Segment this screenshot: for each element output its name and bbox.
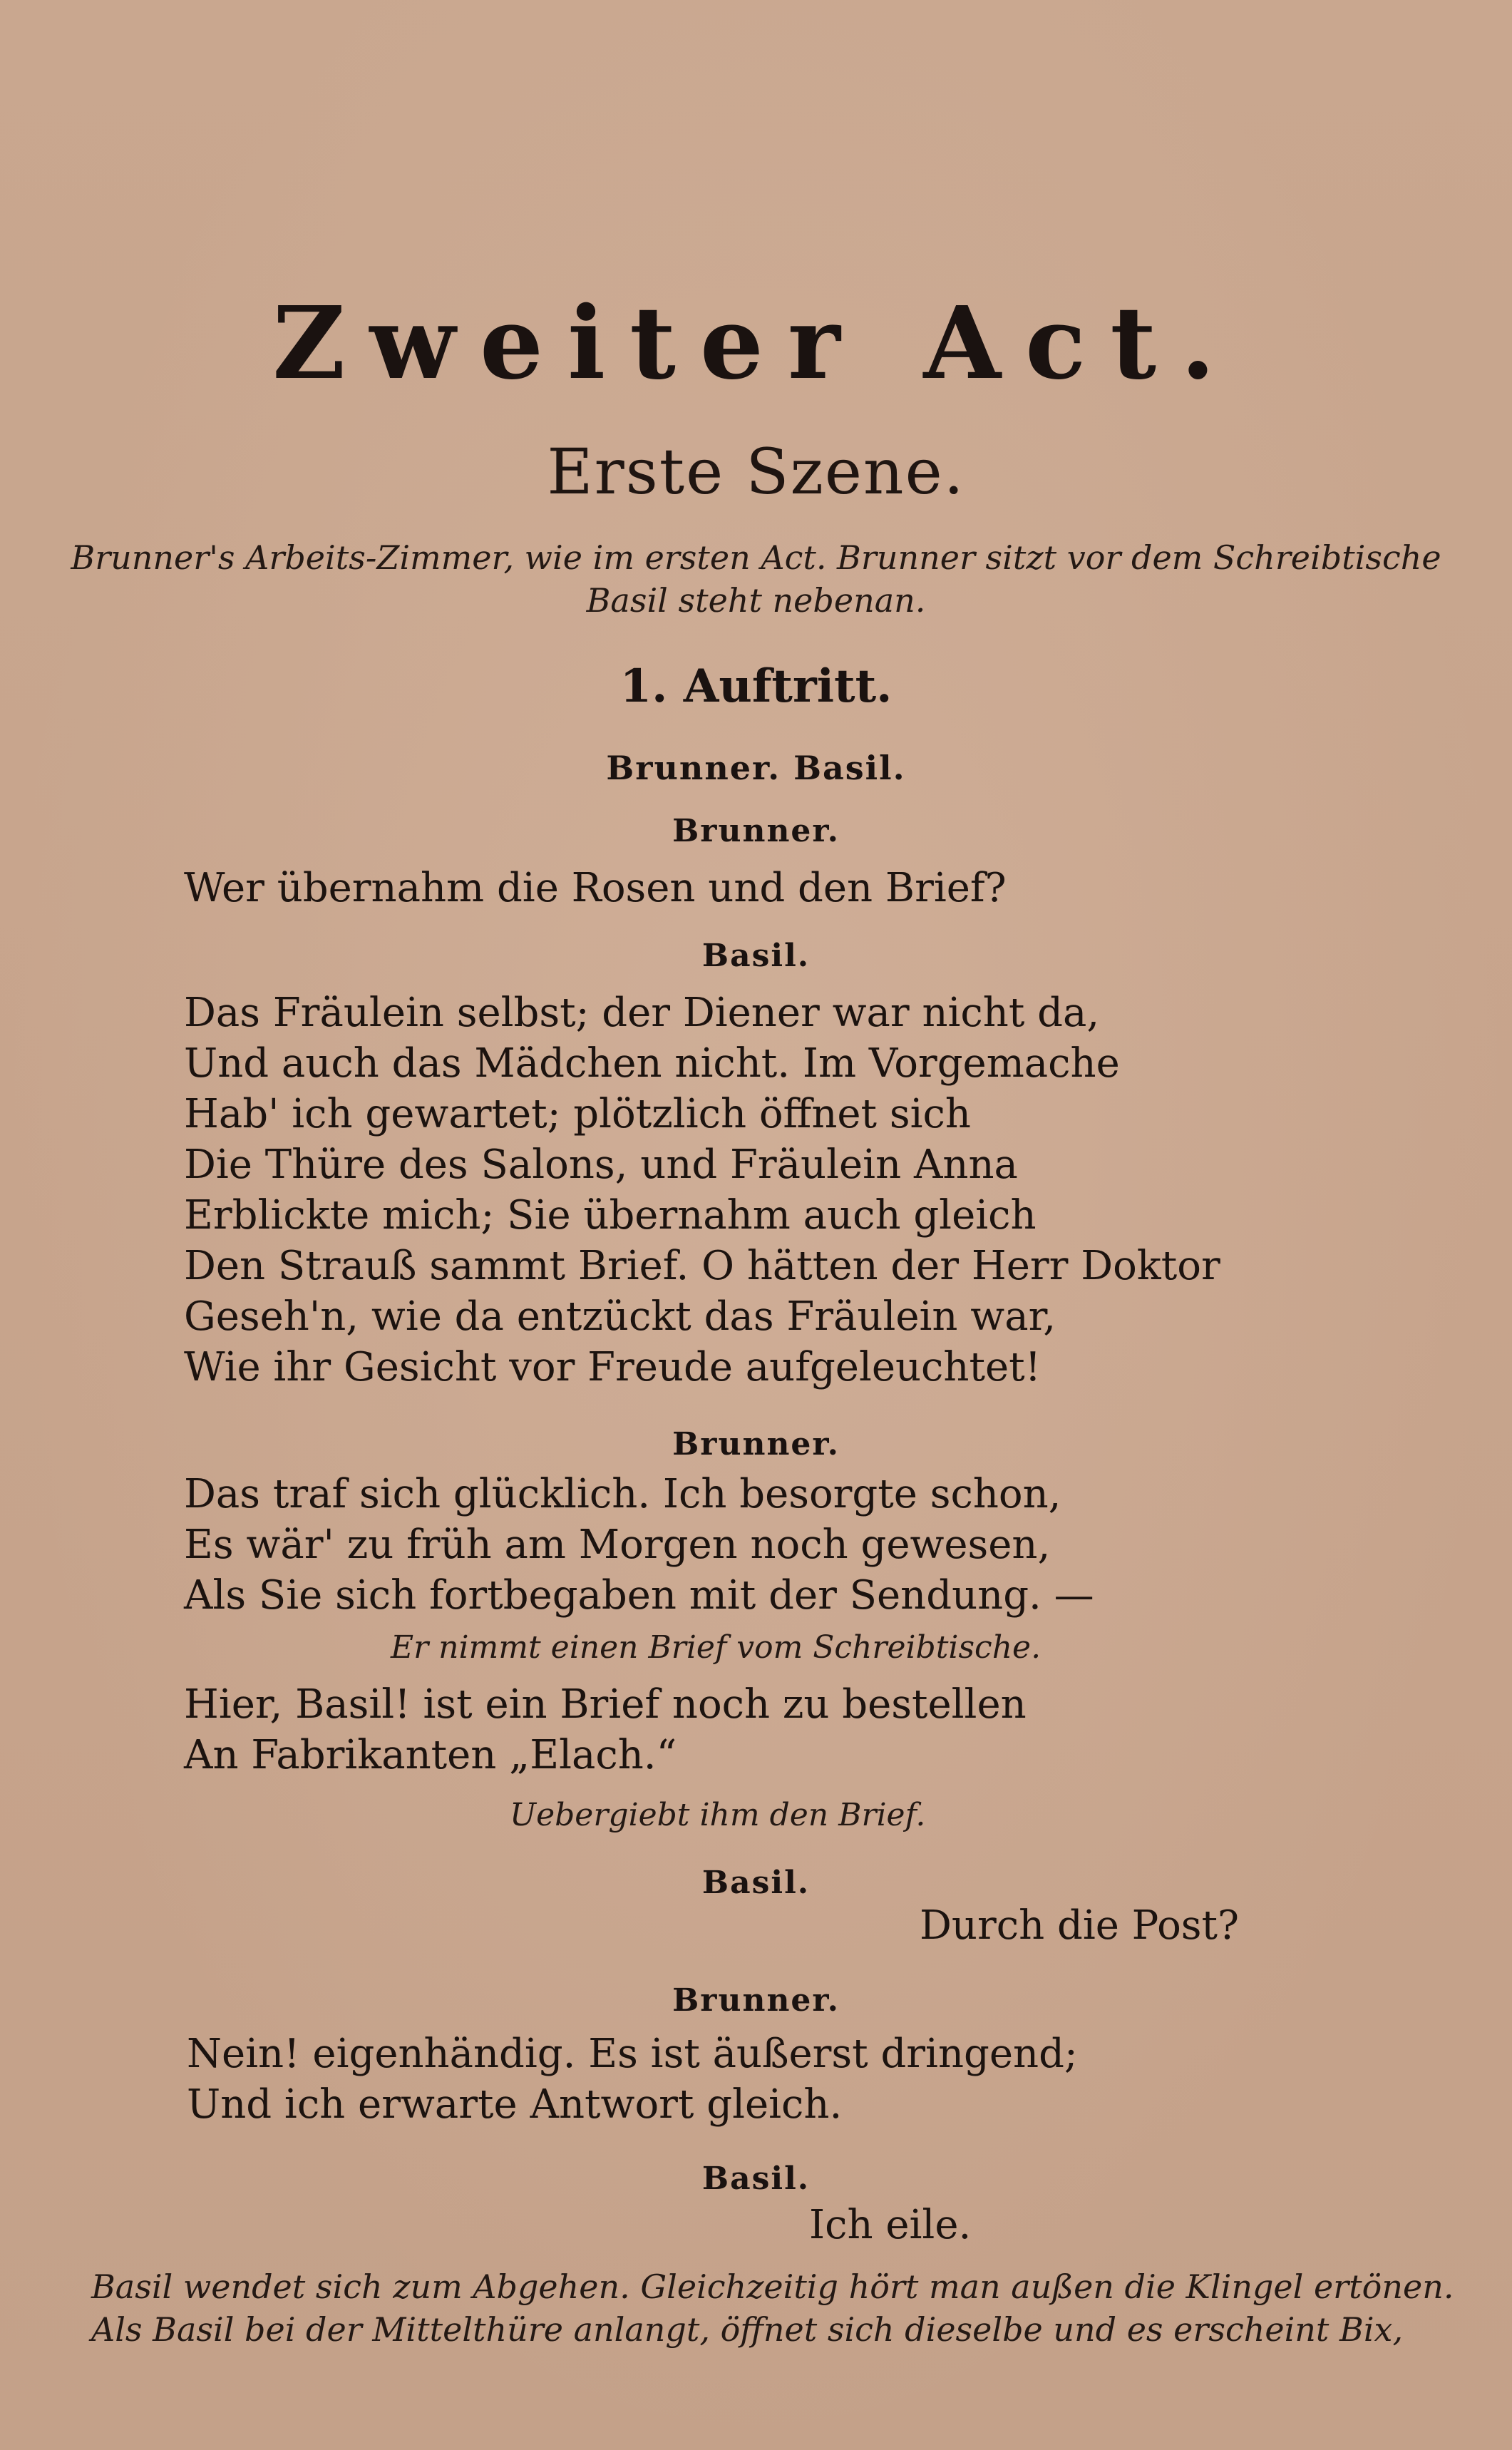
- verse-line: Und auch das Mädchen nicht. Im Vorgemache: [184, 1040, 1120, 1087]
- speech-brunner-2-continued: [184, 1679, 1027, 1780]
- characters-list: Brunner. Basil.: [606, 749, 906, 787]
- verse-line: Das Fräulein selbst; der Diener war nicht da,: [184, 990, 1100, 1036]
- stage-direction-1: Er nimmt einen Brief vom Schreibtische.: [391, 1629, 1042, 1666]
- stage-direction-2: Uebergiebt ihm den Brief.: [510, 1797, 926, 1833]
- verse-line: Es wär' zu früh am Morgen noch gewesen,: [184, 1522, 1051, 1568]
- speaker-brunner-2: Brunner.: [672, 1426, 840, 1462]
- scene-title: Erste Szene.: [547, 435, 965, 508]
- verse-line: Hab' ich gewartet; plötzlich öffnet sich: [184, 1091, 971, 1137]
- verse-line: Hier, Basil! ist ein Brief noch zu bestellen: [184, 1681, 1027, 1728]
- speech-brunner-3: [187, 2029, 1078, 2130]
- verse-line: Durch die Post?: [920, 1902, 1240, 1949]
- speaker-brunner-3: Brunner.: [672, 1982, 840, 2019]
- verse-line: Geseh'n, wie da entzückt das Fräulein war,: [184, 1293, 1056, 1340]
- verse-line: An Fabrikanten „Elach.“: [184, 1732, 677, 1778]
- speaker-basil-2: Basil.: [701, 1865, 811, 1901]
- speaker-brunner-1: Brunner.: [672, 813, 840, 849]
- scene-direction-line-2: Basil steht nebenan.: [586, 581, 926, 620]
- verse-line: Wer übernahm die Rosen und den Brief?: [184, 865, 1007, 911]
- verse-line: Und ich erwarte Antwort gleich.: [187, 2081, 843, 2128]
- verse-line: Das traf sich glücklich. Ich besorgte schon,: [184, 1471, 1061, 1517]
- act-title: Zweiter Act.: [272, 285, 1240, 402]
- auftritt-heading: 1. Auftritt.: [619, 660, 893, 713]
- speech-brunner-2: [184, 1469, 1094, 1621]
- speech-basil-2: [920, 1900, 1239, 1951]
- verse-line: Den Strauß sammt Brief. O hätten der Herr Doktor: [184, 1243, 1220, 1289]
- closing-direction-line-2: Als Basil bei der Mittelthüre anlangt, öffnet sich dieselbe und es erscheint Bix,: [91, 2310, 1404, 2349]
- speech-basil-3: [809, 2200, 971, 2250]
- speaker-basil-1: Basil.: [701, 938, 811, 974]
- closing-direction-line-1: Basil wendet sich zum Abgehen. Gleichzeitig hört man außen die Klingel ertönen.: [91, 2267, 1454, 2306]
- verse-line: Ich eile.: [809, 2202, 972, 2248]
- verse-line: Als Sie sich fortbegaben mit der Sendung. —: [184, 1572, 1094, 1619]
- verse-line: Nein! eigenhändig. Es ist äußerst dringend;: [187, 2031, 1078, 2077]
- verse-line: Wie ihr Gesicht vor Freude aufgeleuchtet!: [184, 1344, 1042, 1390]
- scene-direction-line-1: Brunner's Arbeits-Zimmer, wie im ersten Act. Brunner sitzt vor dem Schreibtische: [71, 538, 1441, 577]
- speech-brunner-1: [184, 863, 1007, 913]
- speech-basil-1: [184, 988, 1220, 1393]
- verse-line: Erblickte mich; Sie übernahm auch gleich: [184, 1192, 1037, 1239]
- verse-line: Die Thüre des Salons, und Fräulein Anna: [184, 1142, 1018, 1188]
- speaker-basil-3: Basil.: [701, 2161, 811, 2197]
